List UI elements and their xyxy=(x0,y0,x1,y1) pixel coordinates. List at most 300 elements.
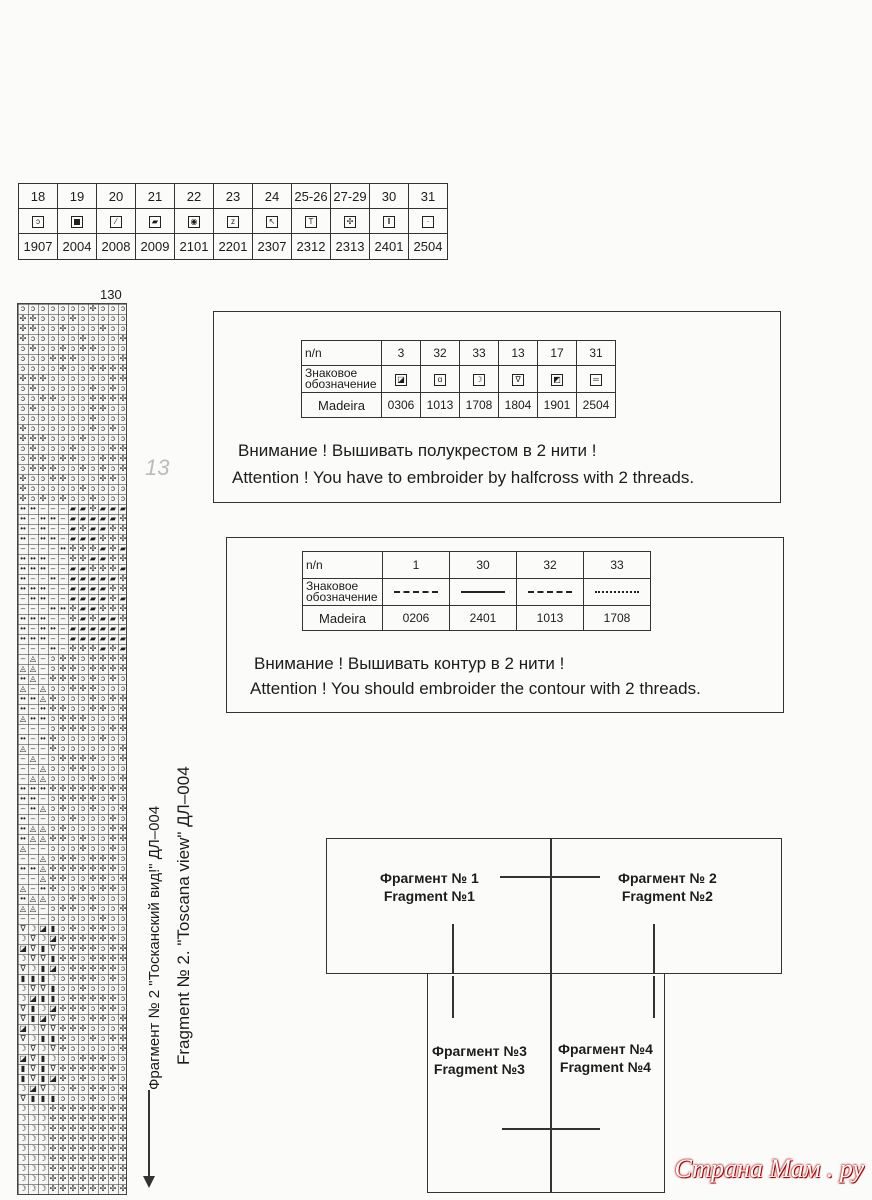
stitch-symbol: ↄ xyxy=(121,844,125,853)
stitch-symbol: ↄ xyxy=(81,1014,85,1023)
stitch-symbol: ◪ xyxy=(19,944,27,953)
stitch-symbol: ✣ xyxy=(79,764,87,773)
stitch-symbol: ☽ xyxy=(19,1154,27,1163)
stitch-symbol: ✣ xyxy=(99,934,107,943)
stitch-symbol: ✣ xyxy=(19,484,27,493)
stitch-symbol: ✣ xyxy=(119,1134,127,1143)
stitch-symbol: ↄ xyxy=(71,1074,75,1083)
stitch-symbol: ✣ xyxy=(79,1074,87,1083)
stitch-symbol: ✣ xyxy=(99,1014,107,1023)
stitch-symbol: ◬ xyxy=(19,744,27,753)
stitch-symbol: ✣ xyxy=(89,974,97,983)
stitch-symbol: ✣ xyxy=(89,424,97,433)
stitch-symbol: ↄ xyxy=(21,404,25,413)
stitch-symbol: ✣ xyxy=(99,854,107,863)
stitch-symbol: ↄ xyxy=(81,404,85,413)
stitch-symbol: ↄ xyxy=(51,794,55,803)
stitch-symbol: ↄ xyxy=(101,724,105,733)
stitch-symbol: ↄ xyxy=(121,964,125,973)
stitch-symbol: ◬ xyxy=(39,854,47,863)
stitch-symbol: ∇ xyxy=(30,934,36,943)
stitch-symbol: ✣ xyxy=(109,944,117,953)
stitch-symbol: ↄ xyxy=(71,914,75,923)
stitch-symbol: ↄ xyxy=(61,1094,65,1103)
stitch-symbol: ↄ xyxy=(91,1004,95,1013)
stitch-symbol: ↄ xyxy=(21,384,25,393)
stitch-symbol: ✣ xyxy=(99,1144,107,1153)
stitch-symbol: – xyxy=(50,594,56,603)
stitch-symbol: – xyxy=(40,724,46,733)
stitch-symbol: •• xyxy=(20,614,26,623)
stitch-symbol: ◬ xyxy=(39,824,47,833)
stitch-symbol: ↄ xyxy=(81,374,85,383)
stitch-symbol: ↄ xyxy=(41,324,45,333)
triangle-icon: ∇ xyxy=(512,374,524,386)
stitch-symbol: ☽ xyxy=(19,984,27,993)
stitch-symbol: ✣ xyxy=(89,384,97,393)
stitch-symbol: ↄ xyxy=(51,854,55,863)
stitch-symbol: ✣ xyxy=(49,694,57,703)
stitch-symbol: ✣ xyxy=(99,1174,107,1183)
stitch-symbol: ↄ xyxy=(51,914,55,923)
stitch-symbol: ↄ xyxy=(51,324,55,333)
stitch-symbol: ◪ xyxy=(49,1004,57,1013)
stitch-symbol: •• xyxy=(20,694,26,703)
down-arrow-icon xyxy=(148,1090,150,1180)
stitch-symbol: ✣ xyxy=(79,464,87,473)
stitch-symbol: ✣ xyxy=(99,454,107,463)
stitch-symbol: – xyxy=(30,524,36,533)
stitch-symbol: ✣ xyxy=(119,394,127,403)
stitch-symbol: ↄ xyxy=(121,864,125,873)
stitch-symbol: ↄ xyxy=(111,754,115,763)
stitch-symbol: ↄ xyxy=(51,414,55,423)
stitch-symbol: ◬ xyxy=(39,804,47,813)
stitch-symbol: ✣ xyxy=(99,474,107,483)
stitch-symbol: ↄ xyxy=(51,654,55,663)
stitch-symbol: ✣ xyxy=(59,664,67,673)
nn-label: n/n xyxy=(302,341,382,366)
stitch-symbol: ✣ xyxy=(109,934,117,943)
stitch-symbol: – xyxy=(40,794,46,803)
stitch-symbol: ↄ xyxy=(61,884,65,893)
stitch-symbol: ↄ xyxy=(121,494,125,503)
stitch-symbol: ↄ xyxy=(101,444,105,453)
stitch-symbol: – xyxy=(40,544,46,553)
diagonal-icon: ⁄ xyxy=(110,216,122,228)
stitch-symbol: – xyxy=(60,564,66,573)
stitch-symbol: ↄ xyxy=(71,324,75,333)
arrow-line xyxy=(552,1128,600,1130)
key-number: 33 xyxy=(584,552,651,579)
stitch-symbol: ☽ xyxy=(29,1034,37,1043)
stitch-symbol: ☽ xyxy=(29,1184,37,1193)
stitch-symbol: ↄ xyxy=(51,684,55,693)
stitch-symbol: ✣ xyxy=(109,1164,117,1173)
stitch-symbol: •• xyxy=(20,794,26,803)
stitch-symbol: ↄ xyxy=(121,994,125,1003)
stitch-symbol: ↄ xyxy=(81,354,85,363)
stitch-symbol: ✣ xyxy=(89,754,97,763)
stitch-symbol: ↄ xyxy=(51,764,55,773)
stitch-symbol: ↄ xyxy=(51,374,55,383)
stitch-symbol: ↄ xyxy=(71,694,75,703)
stitch-symbol: ✣ xyxy=(49,1164,57,1173)
stitch-symbol: ↄ xyxy=(61,964,65,973)
stitch-symbol: ▰ xyxy=(119,644,127,653)
stitch-symbol: ∇ xyxy=(30,984,36,993)
stitch-symbol: •• xyxy=(20,624,26,633)
stitch-symbol: ✣ xyxy=(59,1064,67,1073)
site-watermark: Страна Мам . ру xyxy=(674,1154,864,1183)
stitch-symbol: ✣ xyxy=(99,1104,107,1113)
halfcross-note-ru: Внимание ! Вышивать полукрестом в 2 нити ! xyxy=(238,441,597,460)
stitch-symbol: ▰ xyxy=(69,524,77,533)
stitch-symbol: ◬ xyxy=(19,664,27,673)
stitch-symbol: ▰ xyxy=(69,584,77,593)
stitch-symbol: ✣ xyxy=(49,394,57,403)
stitch-symbol: ↄ xyxy=(101,844,105,853)
stitch-symbol: ✣ xyxy=(89,1124,97,1133)
dot-icon: · xyxy=(422,216,434,228)
stitch-symbol: ✣ xyxy=(89,864,97,873)
stitch-symbol: ☽ xyxy=(39,1114,47,1123)
stitch-symbol: ↄ xyxy=(101,334,105,343)
madeira-code: 0206 xyxy=(383,606,450,631)
stitch-symbol: ↄ xyxy=(101,904,105,913)
stitch-symbol: ✣ xyxy=(89,1114,97,1123)
stitch-symbol: ✣ xyxy=(119,834,127,843)
stitch-symbol: ✣ xyxy=(89,1064,97,1073)
stitch-symbol: ✣ xyxy=(89,934,97,943)
stitch-symbol: ↄ xyxy=(61,1084,65,1093)
stitch-symbol: ▰ xyxy=(99,644,107,653)
stitch-symbol: ✣ xyxy=(59,954,67,963)
stitch-symbol: ↄ xyxy=(51,364,55,373)
stitch-symbol: ✣ xyxy=(89,504,97,513)
stitch-symbol: ✣ xyxy=(79,864,87,873)
stitch-symbol: ✣ xyxy=(59,454,67,463)
stitch-symbol: ↄ xyxy=(101,354,105,363)
arrow-line xyxy=(452,924,454,974)
madeira-code: 1901 xyxy=(538,393,577,418)
contour-note-en: Attention ! You should embroider the contour with 2 threads. xyxy=(250,679,701,698)
stitch-symbol: ✣ xyxy=(69,454,77,463)
stitch-symbol: ▰ xyxy=(89,524,97,533)
fragment-3-en: Fragment №3 xyxy=(433,1061,525,1077)
stitch-symbol: ✣ xyxy=(119,1104,127,1113)
stitch-symbol: ◬ xyxy=(29,754,37,763)
stitch-symbol: ✣ xyxy=(89,694,97,703)
stitch-symbol: ↄ xyxy=(101,344,105,353)
stitch-symbol: ☽ xyxy=(39,1184,47,1193)
stitch-symbol: ✣ xyxy=(59,364,67,373)
stitch-symbol: ↄ xyxy=(61,464,65,473)
diagonal-box-icon: ◩ xyxy=(551,374,563,386)
stitch-symbol: ↄ xyxy=(21,344,25,353)
stitch-symbol: – xyxy=(30,514,36,523)
stitch-symbol: ↄ xyxy=(81,1044,85,1053)
stitch-symbol: ↄ xyxy=(91,334,95,343)
stitch-symbol: ▰ xyxy=(89,534,97,543)
stitch-symbol: ▮ xyxy=(40,964,46,973)
stitch-symbol: ✣ xyxy=(69,554,77,563)
stitch-symbol: ☽ xyxy=(19,1124,27,1133)
stitch-symbol: ✣ xyxy=(99,664,107,673)
madeira-code: 1804 xyxy=(499,393,538,418)
bars-icon: ‖ xyxy=(383,216,395,228)
stitch-symbol: ✣ xyxy=(99,1084,107,1093)
stitch-symbol: ∇ xyxy=(40,1024,46,1033)
stitch-symbol: ↄ xyxy=(41,344,45,353)
stitch-symbol: ☽ xyxy=(39,1004,47,1013)
stitch-symbol: •• xyxy=(50,604,56,613)
stitch-symbol: ▮ xyxy=(20,974,26,983)
stitch-symbol: ↄ xyxy=(111,314,115,323)
stitch-symbol: ↄ xyxy=(61,984,65,993)
stitch-symbol: ↄ xyxy=(111,1084,115,1093)
stitch-symbol: ▰ xyxy=(99,584,107,593)
stitch-symbol: ↄ xyxy=(71,384,75,393)
key-number: 23 xyxy=(214,184,253,209)
fragment-1-label xyxy=(380,869,479,905)
symbol-label xyxy=(302,366,382,393)
stitch-symbol: ↄ xyxy=(121,1004,125,1013)
fragment-4-label xyxy=(558,1040,653,1076)
stitch-symbol: ◪ xyxy=(29,994,37,1003)
stitch-symbol: ▰ xyxy=(79,574,87,583)
stitch-symbol: ∇ xyxy=(50,1024,56,1033)
stitch-symbol: ↄ xyxy=(121,914,125,923)
stitch-symbol: ↄ xyxy=(121,314,125,323)
stitch-symbol: ☽ xyxy=(29,1154,37,1163)
stitch-symbol: – xyxy=(50,524,56,533)
stitch-symbol: ↄ xyxy=(71,804,75,813)
stitch-symbol: •• xyxy=(20,564,26,573)
stitch-symbol: ↄ xyxy=(101,494,105,503)
stitch-symbol: ▮ xyxy=(40,1064,46,1073)
stitch-symbol: ↄ xyxy=(81,364,85,373)
stitch-symbol: ✣ xyxy=(59,1174,67,1183)
stitch-symbol: ↄ xyxy=(61,334,65,343)
stitch-symbol: ✣ xyxy=(59,724,67,733)
stitch-symbol: ✣ xyxy=(69,684,77,693)
stitch-symbol: •• xyxy=(40,564,46,573)
stitch-symbol: ✣ xyxy=(69,994,77,1003)
stitch-symbol: – xyxy=(20,654,26,663)
stitch-symbol: ↄ xyxy=(71,374,75,383)
stitch-symbol: ▰ xyxy=(119,544,127,553)
stitch-symbol: ✣ xyxy=(109,964,117,973)
fragment-2-label xyxy=(618,869,717,905)
stitch-symbol: ✣ xyxy=(49,1114,57,1123)
stitch-symbol: ↄ xyxy=(111,464,115,473)
stitch-symbol: ✣ xyxy=(119,654,127,663)
stitch-symbol: ✣ xyxy=(49,744,57,753)
stitch-symbol: •• xyxy=(20,514,26,523)
stitch-symbol: ✣ xyxy=(89,1054,97,1063)
stitch-symbol: ✣ xyxy=(79,644,87,653)
stitch-symbol: ✣ xyxy=(69,944,77,953)
stitch-symbol: ✣ xyxy=(119,1044,127,1053)
stitch-symbol: ✣ xyxy=(109,834,117,843)
stitch-symbol: ✣ xyxy=(119,694,127,703)
stitch-symbol: ✣ xyxy=(89,1034,97,1043)
key-number: 31 xyxy=(577,341,616,366)
stitch-symbol: ✣ xyxy=(69,444,77,453)
stitch-symbol: ☽ xyxy=(39,1154,47,1163)
stitch-symbol: ▰ xyxy=(79,514,87,523)
stitch-symbol: ↄ xyxy=(91,824,95,833)
dotted-line-icon xyxy=(595,591,639,593)
stitch-symbol: ✣ xyxy=(69,614,77,623)
stitch-symbol: ✣ xyxy=(89,794,97,803)
stitch-symbol: ▮ xyxy=(30,1094,36,1103)
stitch-symbol: •• xyxy=(20,634,26,643)
stitch-symbol: •• xyxy=(60,544,66,553)
stitch-symbol: ↄ xyxy=(71,1094,75,1103)
stitch-symbol: ↄ xyxy=(41,314,45,323)
stitch-symbol: ↄ xyxy=(81,474,85,483)
stitch-symbol: ∇ xyxy=(20,964,26,973)
stitch-symbol: ✣ xyxy=(109,784,117,793)
stitch-symbol: ✣ xyxy=(119,374,127,383)
stitch-symbol: ▰ xyxy=(109,634,117,643)
stitch-symbol: ↄ xyxy=(91,314,95,323)
stitch-symbol: ☽ xyxy=(29,1164,37,1173)
stitch-symbol: ✣ xyxy=(109,1174,117,1183)
stitch-symbol: ◬ xyxy=(29,774,37,783)
stitch-symbol: ↄ xyxy=(61,814,65,823)
center-divider xyxy=(550,838,552,1193)
stitch-symbol: ↄ xyxy=(51,334,55,343)
stitch-symbol: ✣ xyxy=(69,314,77,323)
stitch-symbol: ◪ xyxy=(49,934,57,943)
stitch-symbol: ✣ xyxy=(69,894,77,903)
stitch-symbol: ↄ xyxy=(121,894,125,903)
stitch-symbol: ↄ xyxy=(111,804,115,813)
stitch-symbol: ✣ xyxy=(119,1024,127,1033)
stitch-symbol: ☽ xyxy=(19,1174,27,1183)
stitch-symbol: ↄ xyxy=(81,324,85,333)
stitch-symbol: •• xyxy=(20,584,26,593)
stitch-symbol: ↄ xyxy=(51,724,55,733)
stitch-symbol: – xyxy=(40,644,46,653)
stitch-symbol: ↄ xyxy=(121,424,125,433)
stitch-symbol: •• xyxy=(40,784,46,793)
stitch-symbol: ✣ xyxy=(119,334,127,343)
stitch-symbol: ↄ xyxy=(31,414,35,423)
stitch-symbol: ↄ xyxy=(61,734,65,743)
stitch-symbol: ✣ xyxy=(89,1184,97,1193)
stitch-symbol: ↄ xyxy=(111,924,115,933)
stitch-symbol: ✣ xyxy=(49,734,57,743)
margin-mark: 13 xyxy=(145,455,170,480)
stitch-symbol: ✣ xyxy=(69,754,77,763)
stitch-symbol: ✣ xyxy=(89,1164,97,1173)
stitch-symbol: ↄ xyxy=(101,744,105,753)
stitch-symbol: ✣ xyxy=(79,784,87,793)
star-icon: ✣ xyxy=(344,216,356,228)
stitch-symbol: ✣ xyxy=(29,344,37,353)
madeira-code: 2312 xyxy=(292,234,331,260)
stitch-symbol: ◬ xyxy=(39,864,47,873)
stitch-symbol: ↄ xyxy=(101,1034,105,1043)
stitch-symbol: ↄ xyxy=(71,834,75,843)
stitch-symbol: ✣ xyxy=(69,1184,77,1193)
stitch-symbol: ✣ xyxy=(119,444,127,453)
stitch-symbol: ∇ xyxy=(30,954,36,963)
stitch-symbol: ↄ xyxy=(31,354,35,363)
stitch-symbol: ✣ xyxy=(89,364,97,373)
stitch-symbol: – xyxy=(40,754,46,763)
stitch-symbol: ↄ xyxy=(51,304,55,313)
stitch-symbol: ▰ xyxy=(99,554,107,563)
stitch-symbol: ✣ xyxy=(99,994,107,1003)
stitch-symbol: ✣ xyxy=(69,1144,77,1153)
stitch-symbol: ↄ xyxy=(51,444,55,453)
stitch-symbol: – xyxy=(30,534,36,543)
stitch-symbol: ☽ xyxy=(19,1164,27,1173)
stitch-symbol: ↄ xyxy=(101,1044,105,1053)
stitch-symbol: – xyxy=(30,734,36,743)
key-number: 30 xyxy=(450,552,517,579)
stitch-symbol: ✣ xyxy=(59,854,67,863)
stitch-symbol: •• xyxy=(30,864,36,873)
stitch-symbol: ∇ xyxy=(50,1044,56,1053)
stitch-symbol: ✣ xyxy=(99,1124,107,1133)
stitch-symbol: ✣ xyxy=(109,564,117,573)
stitch-symbol: ↄ xyxy=(81,674,85,683)
stitch-symbol: ☽ xyxy=(29,1024,37,1033)
stitch-symbol: ☽ xyxy=(39,934,47,943)
fragment-2-ru: Фрагмент № 2 xyxy=(618,870,717,886)
stitch-symbol: ∇ xyxy=(20,1094,26,1103)
stitch-symbol: ✣ xyxy=(89,874,97,883)
stitch-symbol: ✣ xyxy=(59,1114,67,1123)
stitch-symbol: – xyxy=(30,604,36,613)
stitch-symbol: ✣ xyxy=(59,1034,67,1043)
stitch-symbol: ↄ xyxy=(121,434,125,443)
stitch-symbol: ✣ xyxy=(119,1034,127,1043)
stitch-symbol: ✣ xyxy=(39,454,47,463)
stitch-symbol: ↄ xyxy=(51,344,55,353)
stitch-symbol: ✣ xyxy=(109,384,117,393)
stitch-symbol: ↄ xyxy=(101,694,105,703)
stitch-symbol: ↄ xyxy=(31,494,35,503)
dashed-line-icon xyxy=(394,591,438,593)
stitch-symbol: ✣ xyxy=(19,374,27,383)
stitch-symbol: ↄ xyxy=(81,314,85,323)
stitch-symbol: ▰ xyxy=(99,634,107,643)
key-number: 30 xyxy=(370,184,409,209)
stitch-symbol: ↄ xyxy=(41,444,45,453)
stitch-symbol: ∇ xyxy=(30,944,36,953)
stitch-symbol: ↄ xyxy=(81,854,85,863)
stitch-symbol: ↄ xyxy=(121,1064,125,1073)
stitch-symbol: ↄ xyxy=(21,444,25,453)
stitch-symbol: ↄ xyxy=(81,734,85,743)
stitch-symbol: ↄ xyxy=(111,704,115,713)
stitch-symbol: ↄ xyxy=(81,494,85,503)
stitch-symbol: ✣ xyxy=(19,474,27,483)
stitch-symbol: ✣ xyxy=(109,374,117,383)
stitch-symbol: ✣ xyxy=(119,574,127,583)
stitch-symbol: ✣ xyxy=(79,1174,87,1183)
stitch-symbol: ↄ xyxy=(91,724,95,733)
stitch-symbol: ↄ xyxy=(111,914,115,923)
stitch-symbol: ▰ xyxy=(69,514,77,523)
